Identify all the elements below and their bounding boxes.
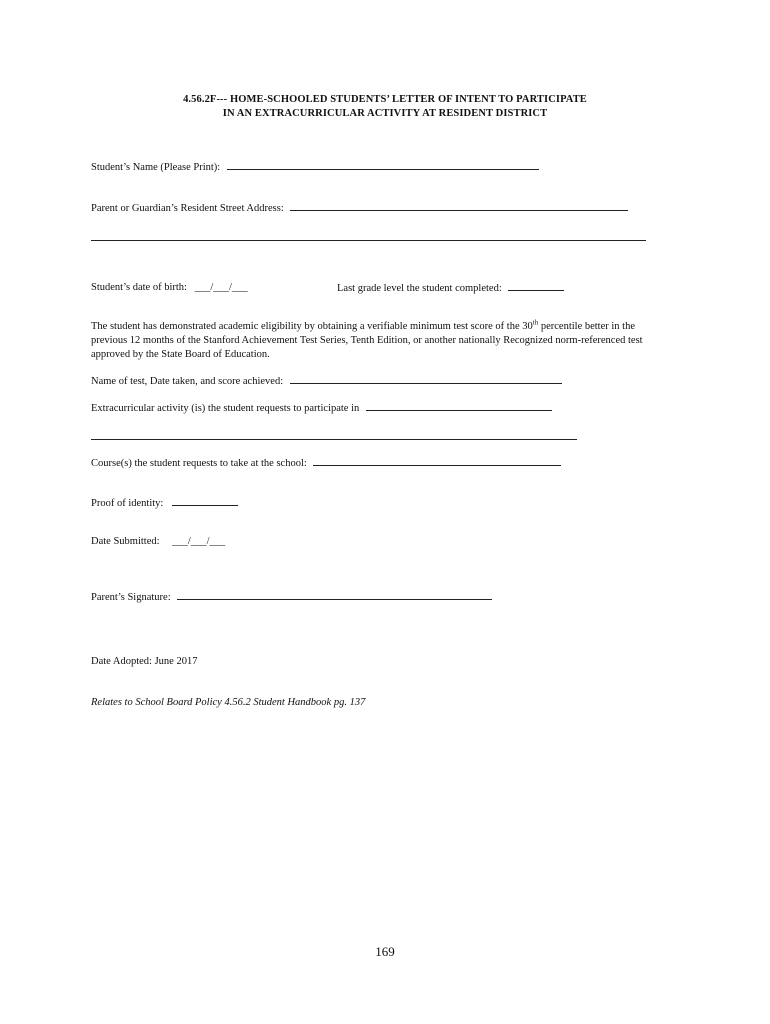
test-info-row [91, 374, 562, 389]
address-label: Parent or Guardian’s Resident Street Address: [91, 203, 284, 214]
page-number: 169 [375, 944, 395, 959]
proof-field[interactable] [172, 496, 238, 506]
address-field-line-2[interactable] [91, 240, 646, 241]
activity-label: Extracurricular activity (is) the student requests to participate in [91, 403, 360, 414]
signature-field[interactable] [177, 590, 492, 600]
last-grade-label: Last grade level the student completed: [337, 283, 502, 294]
signature-label: Parent’s Signature: [91, 592, 171, 603]
courses-row [91, 456, 561, 471]
dob-row [91, 281, 248, 295]
last-grade-field[interactable] [508, 281, 564, 291]
dob-field[interactable]: ___/___/___ [194, 282, 248, 293]
student-name-label: Student’s Name (Please Print): [91, 162, 221, 173]
date-submitted-row [91, 535, 225, 549]
test-info-field[interactable] [290, 374, 562, 384]
date-adopted: Date Adopted: June 2017 [91, 656, 198, 667]
proof-label: Proof of identity: [91, 498, 164, 509]
courses-field[interactable] [313, 456, 561, 466]
activity-row [91, 401, 552, 416]
last-grade-row [337, 281, 564, 296]
activity-field-line-2[interactable] [91, 439, 577, 440]
eligibility-paragraph: The student has demonstrated academic eligibility by obtaining a verifiable minimum test score of the 30th percentile better in the previous 12 months of the Stanford Achievement Test Series, Tenth Edition, or another nationally Recognized norm-referenced test approved by the State Board of Education. [91, 318, 643, 360]
signature-row [91, 590, 492, 605]
student-name-row [91, 160, 539, 175]
date-submitted-field[interactable]: ___/___/___ [172, 536, 226, 547]
address-row [91, 201, 628, 216]
policy-reference: Relates to School Board Policy 4.56.2 Student Handbook pg. 137 [91, 697, 366, 708]
test-info-label: Name of test, Date taken, and score achieved: [91, 376, 284, 387]
title-line-2: IN AN EXTRACURRICULAR ACTIVITY AT RESIDENT DISTRICT [222, 108, 548, 119]
address-field[interactable] [290, 201, 628, 211]
proof-row [91, 496, 238, 511]
dob-label: Student’s date of birth: [91, 282, 187, 293]
document-title [90, 93, 680, 121]
student-name-field[interactable] [227, 160, 539, 170]
activity-field[interactable] [366, 401, 552, 411]
courses-label: Course(s) the student requests to take at the school: [91, 458, 307, 469]
date-submitted-label: Date Submitted: [91, 536, 160, 547]
title-line-1: 4.56.2F--- HOME-SCHOOLED STUDENTS’ LETTER OF INTENT TO PARTICIPATE [183, 94, 587, 105]
